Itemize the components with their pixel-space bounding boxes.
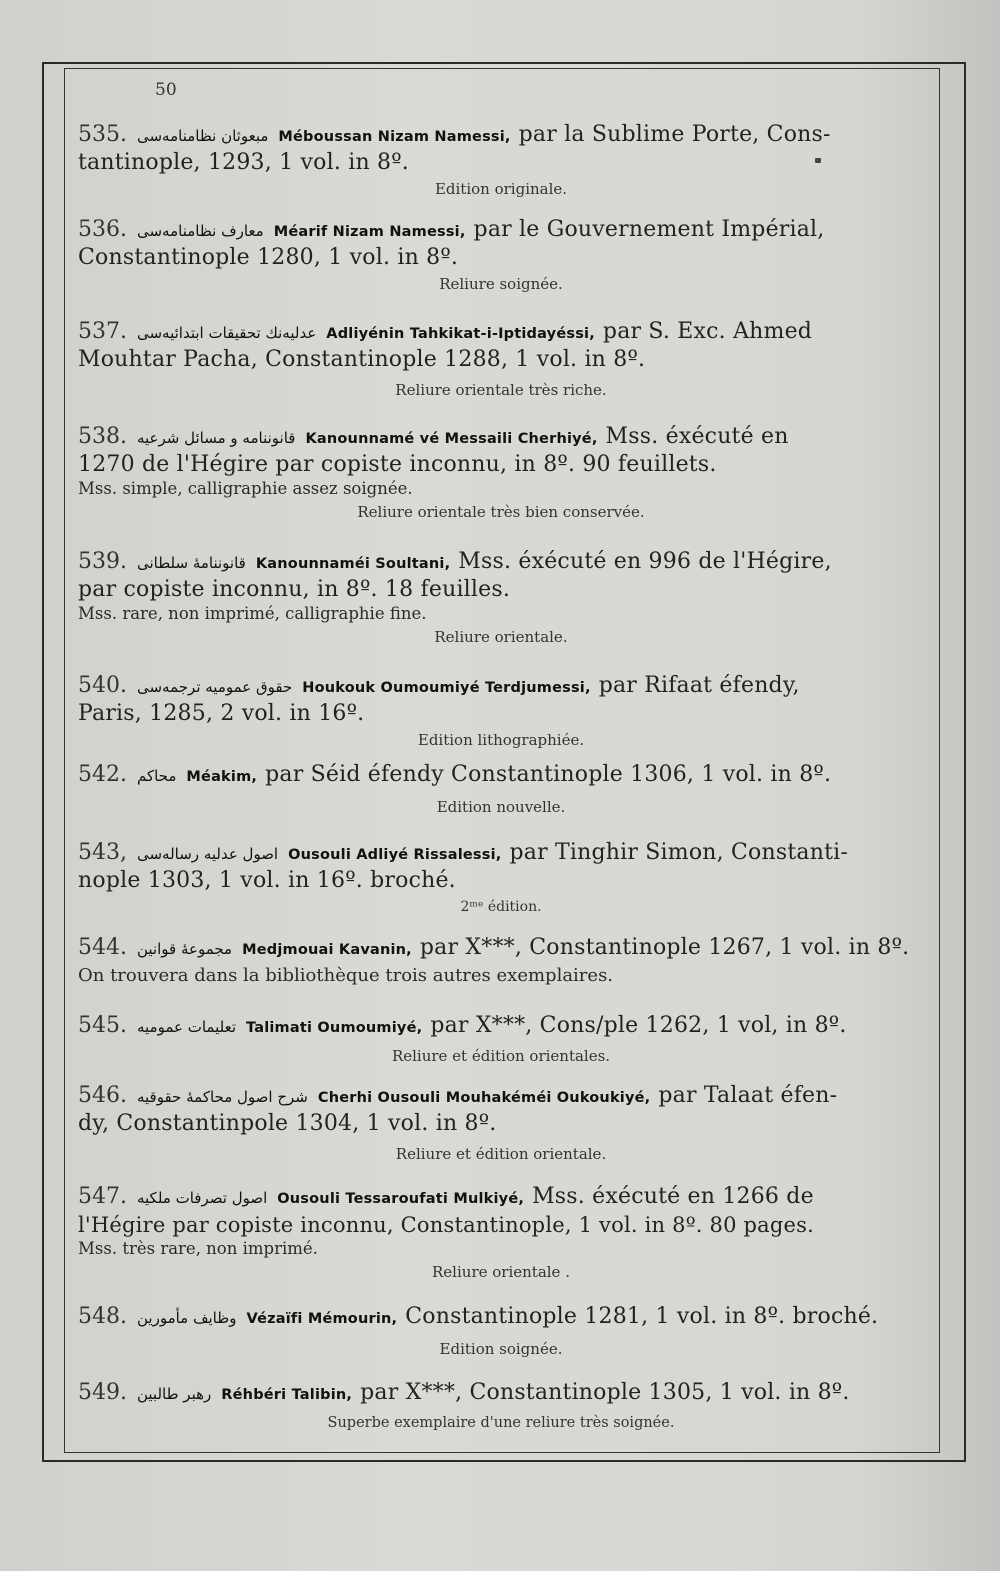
entry-title: Méarif Nizam Namessi, bbox=[273, 224, 466, 240]
arabic-title: اصول عدلیه رساله‌سی bbox=[136, 845, 279, 863]
arabic-title: قانوننامهٔ سلطانی bbox=[136, 554, 246, 572]
entry-line bbox=[78, 1013, 924, 1041]
entry-line bbox=[78, 762, 924, 790]
catalog-entry-535 bbox=[78, 122, 924, 200]
entry-text: Constantinople 1281, 1 vol. in 8º. broché. bbox=[405, 1304, 879, 1329]
entry-note: Edition nouvelle. bbox=[436, 798, 566, 816]
arabic-title: حقوق عمومیه ترجمه‌سی bbox=[136, 678, 293, 696]
arabic-title: شرح اصول محاكمهٔ حقوقیه bbox=[136, 1088, 308, 1106]
entry-line: par copiste inconnu, in 8º. 18 feuilles. bbox=[78, 577, 511, 602]
entry-title: Ousouli Tessaroufati Mulkiyé, bbox=[277, 1191, 525, 1207]
entry-note-line: Mss. rare, non imprimé, calligraphie fine. bbox=[78, 604, 427, 623]
entry-note-line: Mss. simple, calligraphie assez soignée. bbox=[78, 479, 413, 498]
entry-note: Edition soignée. bbox=[439, 1340, 563, 1358]
catalog-entry-546 bbox=[78, 1083, 924, 1165]
entry-title: Houkouk Oumoumiyé Terdjumessi, bbox=[302, 680, 591, 696]
arabic-title: اصول تصرفات ملكیه bbox=[136, 1189, 268, 1207]
entry-text: Mss. éxécuté en bbox=[605, 424, 789, 449]
entry-line: 1270 de l'Hégire par copiste inconnu, in 8º. 90 feuillets. bbox=[78, 452, 717, 477]
entry-note: Edition lithographiée. bbox=[417, 731, 585, 749]
entry-number: 542. bbox=[78, 762, 127, 787]
catalog-entry-543 bbox=[78, 840, 924, 918]
entry-line: Constantinople 1280, 1 vol. in 8º. bbox=[78, 245, 459, 270]
entry-text: par X***, Cons/ple 1262, 1 vol, in 8º. bbox=[430, 1013, 847, 1038]
entry-title: Talimati Oumoumiyé, bbox=[246, 1020, 423, 1036]
entry-line bbox=[78, 424, 924, 452]
entry-text: par X***, Constantinople 1267, 1 vol. in 8º. bbox=[419, 935, 910, 960]
entry-title: Vézaïfi Mémourin, bbox=[246, 1311, 398, 1327]
entry-title: Réhbéri Talibin, bbox=[221, 1387, 353, 1403]
arabic-title: معارف نظامنامه‌سی bbox=[136, 222, 264, 240]
entry-number: 538. bbox=[78, 424, 127, 449]
entry-number: 543, bbox=[78, 840, 127, 865]
entry-note: 2ᵐᵉ édition. bbox=[460, 899, 542, 915]
entry-note: Reliure et édition orientale. bbox=[395, 1145, 607, 1163]
entry-line bbox=[78, 217, 924, 245]
entry-note: Reliure et édition orientales. bbox=[391, 1047, 611, 1065]
catalog-entry-547 bbox=[78, 1184, 924, 1283]
entry-text: par Séid éfendy Constantinople 1306, 1 vol. in 8º. bbox=[265, 762, 832, 787]
entry-number: 549. bbox=[78, 1380, 127, 1405]
catalog-entry-549 bbox=[78, 1380, 924, 1434]
entry-line: Paris, 1285, 2 vol. in 16º. bbox=[78, 701, 365, 726]
arabic-title: مجموعهٔ قوانین bbox=[136, 940, 233, 958]
entry-number: 546. bbox=[78, 1083, 127, 1108]
entry-line bbox=[78, 1083, 924, 1111]
entry-title: Medjmouai Kavanin, bbox=[242, 942, 412, 958]
entry-line bbox=[78, 1380, 924, 1408]
entry-title: Kanounnamé vé Messaili Cherhiyé, bbox=[305, 431, 598, 447]
arabic-title: رهبر طالبین bbox=[136, 1385, 212, 1403]
entry-number: 547. bbox=[78, 1184, 127, 1209]
entry-text: par Rifaat éfendy, bbox=[598, 673, 800, 698]
catalog-entry-539 bbox=[78, 549, 924, 648]
catalog-entry-540 bbox=[78, 673, 924, 751]
catalog-entry-538 bbox=[78, 424, 924, 523]
arabic-title: عدلیه‌نك تحقیقات ابتدائیه‌سی bbox=[136, 324, 317, 342]
entry-note: Reliure orientale très bien conservée. bbox=[357, 503, 645, 521]
entry-line: tantinople, 1293, 1 vol. in 8º. bbox=[78, 150, 409, 175]
entry-line: nople 1303, 1 vol. in 16º. broché. bbox=[78, 868, 456, 893]
entry-title: Méakim, bbox=[186, 769, 258, 785]
entry-text: Mss. éxécuté en 1266 de bbox=[532, 1184, 814, 1209]
catalog-entry-545 bbox=[78, 1013, 924, 1067]
entry-number: 537. bbox=[78, 319, 127, 344]
entry-line: dy, Constantinpole 1304, 1 vol. in 8º. bbox=[78, 1111, 497, 1136]
page-number: 50 bbox=[155, 80, 177, 100]
entry-note: Edition originale. bbox=[434, 180, 568, 198]
entry-text: par X***, Constantinople 1305, 1 vol. in 8º. bbox=[360, 1380, 850, 1405]
entry-number: 539. bbox=[78, 549, 127, 574]
catalog-entry-536 bbox=[78, 217, 924, 295]
arabic-title: محاكم bbox=[136, 767, 177, 785]
entry-line bbox=[78, 122, 924, 150]
entry-number: 540. bbox=[78, 673, 127, 698]
entry-title: Ousouli Adliyé Rissalessi, bbox=[288, 847, 502, 863]
entry-line bbox=[78, 1304, 924, 1332]
entry-number: 544. bbox=[78, 935, 127, 960]
entry-number: 548. bbox=[78, 1304, 127, 1329]
entry-note-line: Mss. très rare, non imprimé. bbox=[78, 1239, 318, 1258]
entry-number: 545. bbox=[78, 1013, 127, 1038]
entry-text: par Talaat éfen- bbox=[658, 1083, 838, 1108]
entry-text: par S. Exc. Ahmed bbox=[602, 319, 813, 344]
entry-note: Reliure soignée. bbox=[439, 275, 563, 293]
arabic-title: تعلیمات عمومیه bbox=[136, 1018, 236, 1036]
entry-note-line: On trouvera dans la bibliothèque trois autres exemplaires. bbox=[78, 965, 614, 986]
catalog-entry-542 bbox=[78, 762, 924, 818]
entry-line bbox=[78, 840, 924, 868]
entry-text: par le Gouvernement Impérial, bbox=[473, 217, 825, 242]
entry-note: Superbe exemplaire d'une reliure très soignée. bbox=[327, 1415, 675, 1431]
entry-title: Méboussan Nizam Namessi, bbox=[278, 129, 511, 145]
entry-line bbox=[78, 319, 924, 347]
entry-line bbox=[78, 549, 924, 577]
entry-text: par la Sublime Porte, Cons- bbox=[518, 122, 831, 147]
entry-title: Cherhi Ousouli Mouhakéméi Oukoukiyé, bbox=[317, 1090, 651, 1106]
entry-text: Mss. éxécuté en 996 de l'Hégire, bbox=[458, 549, 832, 574]
entry-note: Reliure orientale . bbox=[432, 1263, 570, 1281]
catalog-entry-548 bbox=[78, 1304, 924, 1360]
arabic-title: مبعوثان نظامنامه‌سی bbox=[136, 127, 269, 145]
entry-note: Reliure orientale. bbox=[434, 628, 568, 646]
catalog-entry-544 bbox=[78, 935, 924, 989]
entry-line bbox=[78, 1184, 924, 1212]
entry-line bbox=[78, 673, 924, 701]
entry-line: l'Hégire par copiste inconnu, Constantinople, 1 vol. in 8º. 80 pages. bbox=[78, 1213, 815, 1237]
arabic-title: وظایف مأمورین bbox=[136, 1309, 237, 1327]
arabic-title: قانوننامه و مسائل شرعیه bbox=[136, 429, 296, 447]
entry-note: Reliure orientale très riche. bbox=[395, 381, 607, 399]
catalog-entry-537 bbox=[78, 319, 924, 401]
entry-line: Mouhtar Pacha, Constantinople 1288, 1 vol. in 8º. bbox=[78, 347, 646, 372]
entry-number: 536. bbox=[78, 217, 127, 242]
entry-title: Adliyénin Tahkikat-i-Iptidayéssi, bbox=[326, 326, 595, 342]
entry-line bbox=[78, 935, 924, 963]
entry-text: par Tinghir Simon, Constanti- bbox=[509, 840, 848, 865]
entry-title: Kanounnaméi Soultani, bbox=[255, 556, 451, 572]
entry-number: 535. bbox=[78, 122, 127, 147]
